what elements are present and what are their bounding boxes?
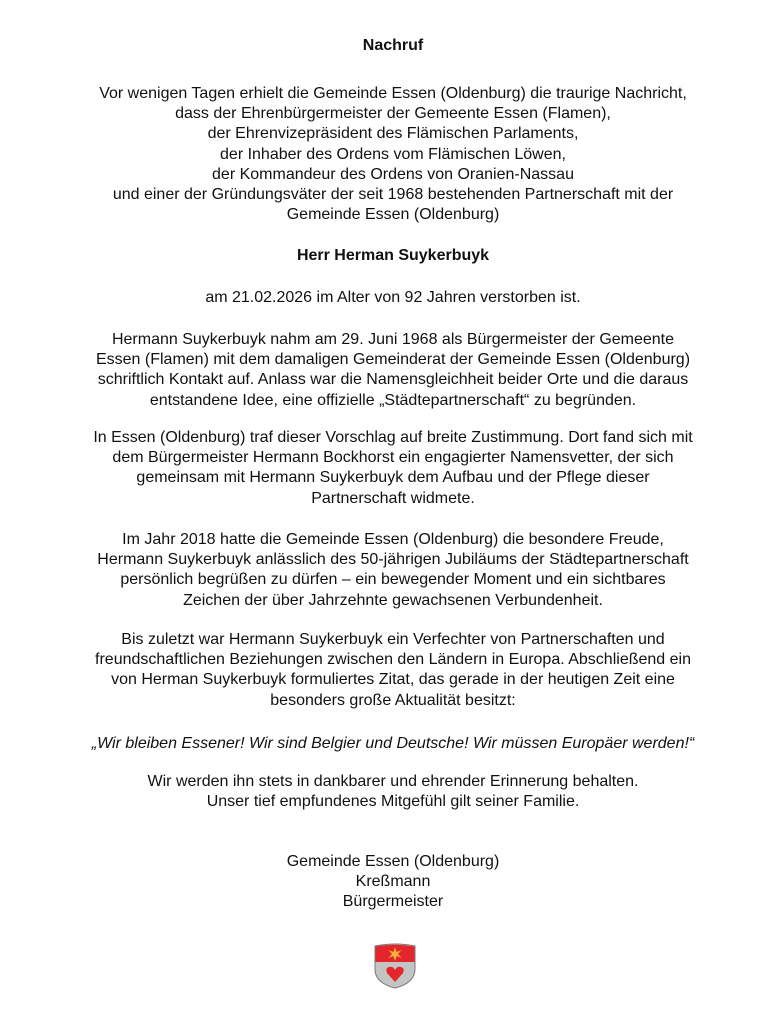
text-line: dass der Ehrenbürgermeister der Gemeente Essen (Flamen), [175,105,611,123]
text-line: dem Bürgermeister Hermann Bockhorst ein engagierter Namensvetter, der sich [112,449,674,467]
quote-text: „Wir bleiben Essener! Wir sind Belgier und Deutsche! Wir müssen Europäer werden!“ [91,735,695,752]
text-line: schriftlich Kontakt auf. Anlass war die Namensgleichheit beider Orte und die daraus [97,371,689,389]
deceased-name [0,246,773,266]
text-line: und einer der Gründungsväter der seit 1968 bestehenden Partnerschaft mit der [112,186,674,204]
paragraph-history [0,330,773,411]
text-line: am 21.02.2026 im Alter von 92 Jahren verstorben ist. [205,289,581,306]
text-line: persönlich begrüßen zu dürfen – ein bewegender Moment und ein sichtbares [120,571,666,589]
text-line: der Inhaber des Ordens vom Flämischen Löwen, [220,145,566,163]
quote [0,734,773,754]
text-line: Wir werden ihn stets in dankbarer und ehrender Erinnerung behalten. [147,773,639,790]
text-line: Vor wenigen Tagen erhielt die Gemeinde Essen (Oldenburg) die traurige Nachricht, [99,85,687,102]
signature-title: Bürgermeister [342,893,444,911]
intro-paragraph [0,84,773,225]
text-line: gemeinsam mit Hermann Suykerbuyk dem Aufbau und der Pflege dieser [136,469,650,487]
name-text: Herr Herman Suykerbuyk [296,247,490,264]
text-line: Bis zuletzt war Hermann Suykerbuyk ein Verfechter von Partnerschaften und [121,631,665,648]
text-line: Unser tief empfundenes Mitgefühl gilt seiner Familie. [206,793,580,811]
closing-paragraph [0,772,773,812]
paragraph-jubilee [0,530,773,611]
text-line: Zeichen der über Jahrzehnte gewachsenen Verbundenheit. [183,591,603,609]
signature-block [0,852,773,913]
signature-organization: Gemeinde Essen (Oldenburg) [286,853,500,870]
text-line: freundschaftlichen Beziehungen zwischen den Ländern in Europa. Abschließend ein [95,651,691,669]
text-line: Hermann Suykerbuyk anlässlich des 50-jährigen Jubiläums der Städtepartnerschaft [97,551,689,569]
text-line: Partnerschaft widmete. [311,489,475,507]
text-line: entstandene Idee, eine offizielle „Städtepartnerschaft“ zu begründen. [149,391,637,409]
paragraph-europe [0,630,773,711]
coat-of-arms-icon [373,943,417,989]
text-line: Essen (Flamen) mit dem damaligen Gemeinderat der Gemeinde Essen (Oldenburg) [95,351,691,369]
death-notice [0,288,773,308]
paragraph-reception [0,428,773,509]
text-line: Hermann Suykerbuyk nahm am 29. Juni 1968 als Bürgermeister der Gemeente [111,331,675,348]
title-text: Nachruf [362,37,424,54]
text-line: Gemeinde Essen (Oldenburg) [286,206,500,224]
signature-name: Kreßmann [355,873,431,891]
text-line: Im Jahr 2018 hatte die Gemeinde Essen (Oldenburg) die besondere Freude, [122,531,664,548]
text-line: von Herman Suykerbuyk formuliertes Zitat, das gerade in der heutigen Zeit eine [111,671,675,689]
text-line: besonders große Aktualität besitzt: [270,691,516,709]
text-line: In Essen (Oldenburg) traf dieser Vorschlag auf breite Zustimmung. Dort fand sich mit [93,429,693,446]
text-line: der Kommandeur des Ordens von Oranien-Nassau [212,165,574,183]
text-line: der Ehrenvizepräsident des Flämischen Parlaments, [207,125,579,143]
page-title [0,36,773,56]
